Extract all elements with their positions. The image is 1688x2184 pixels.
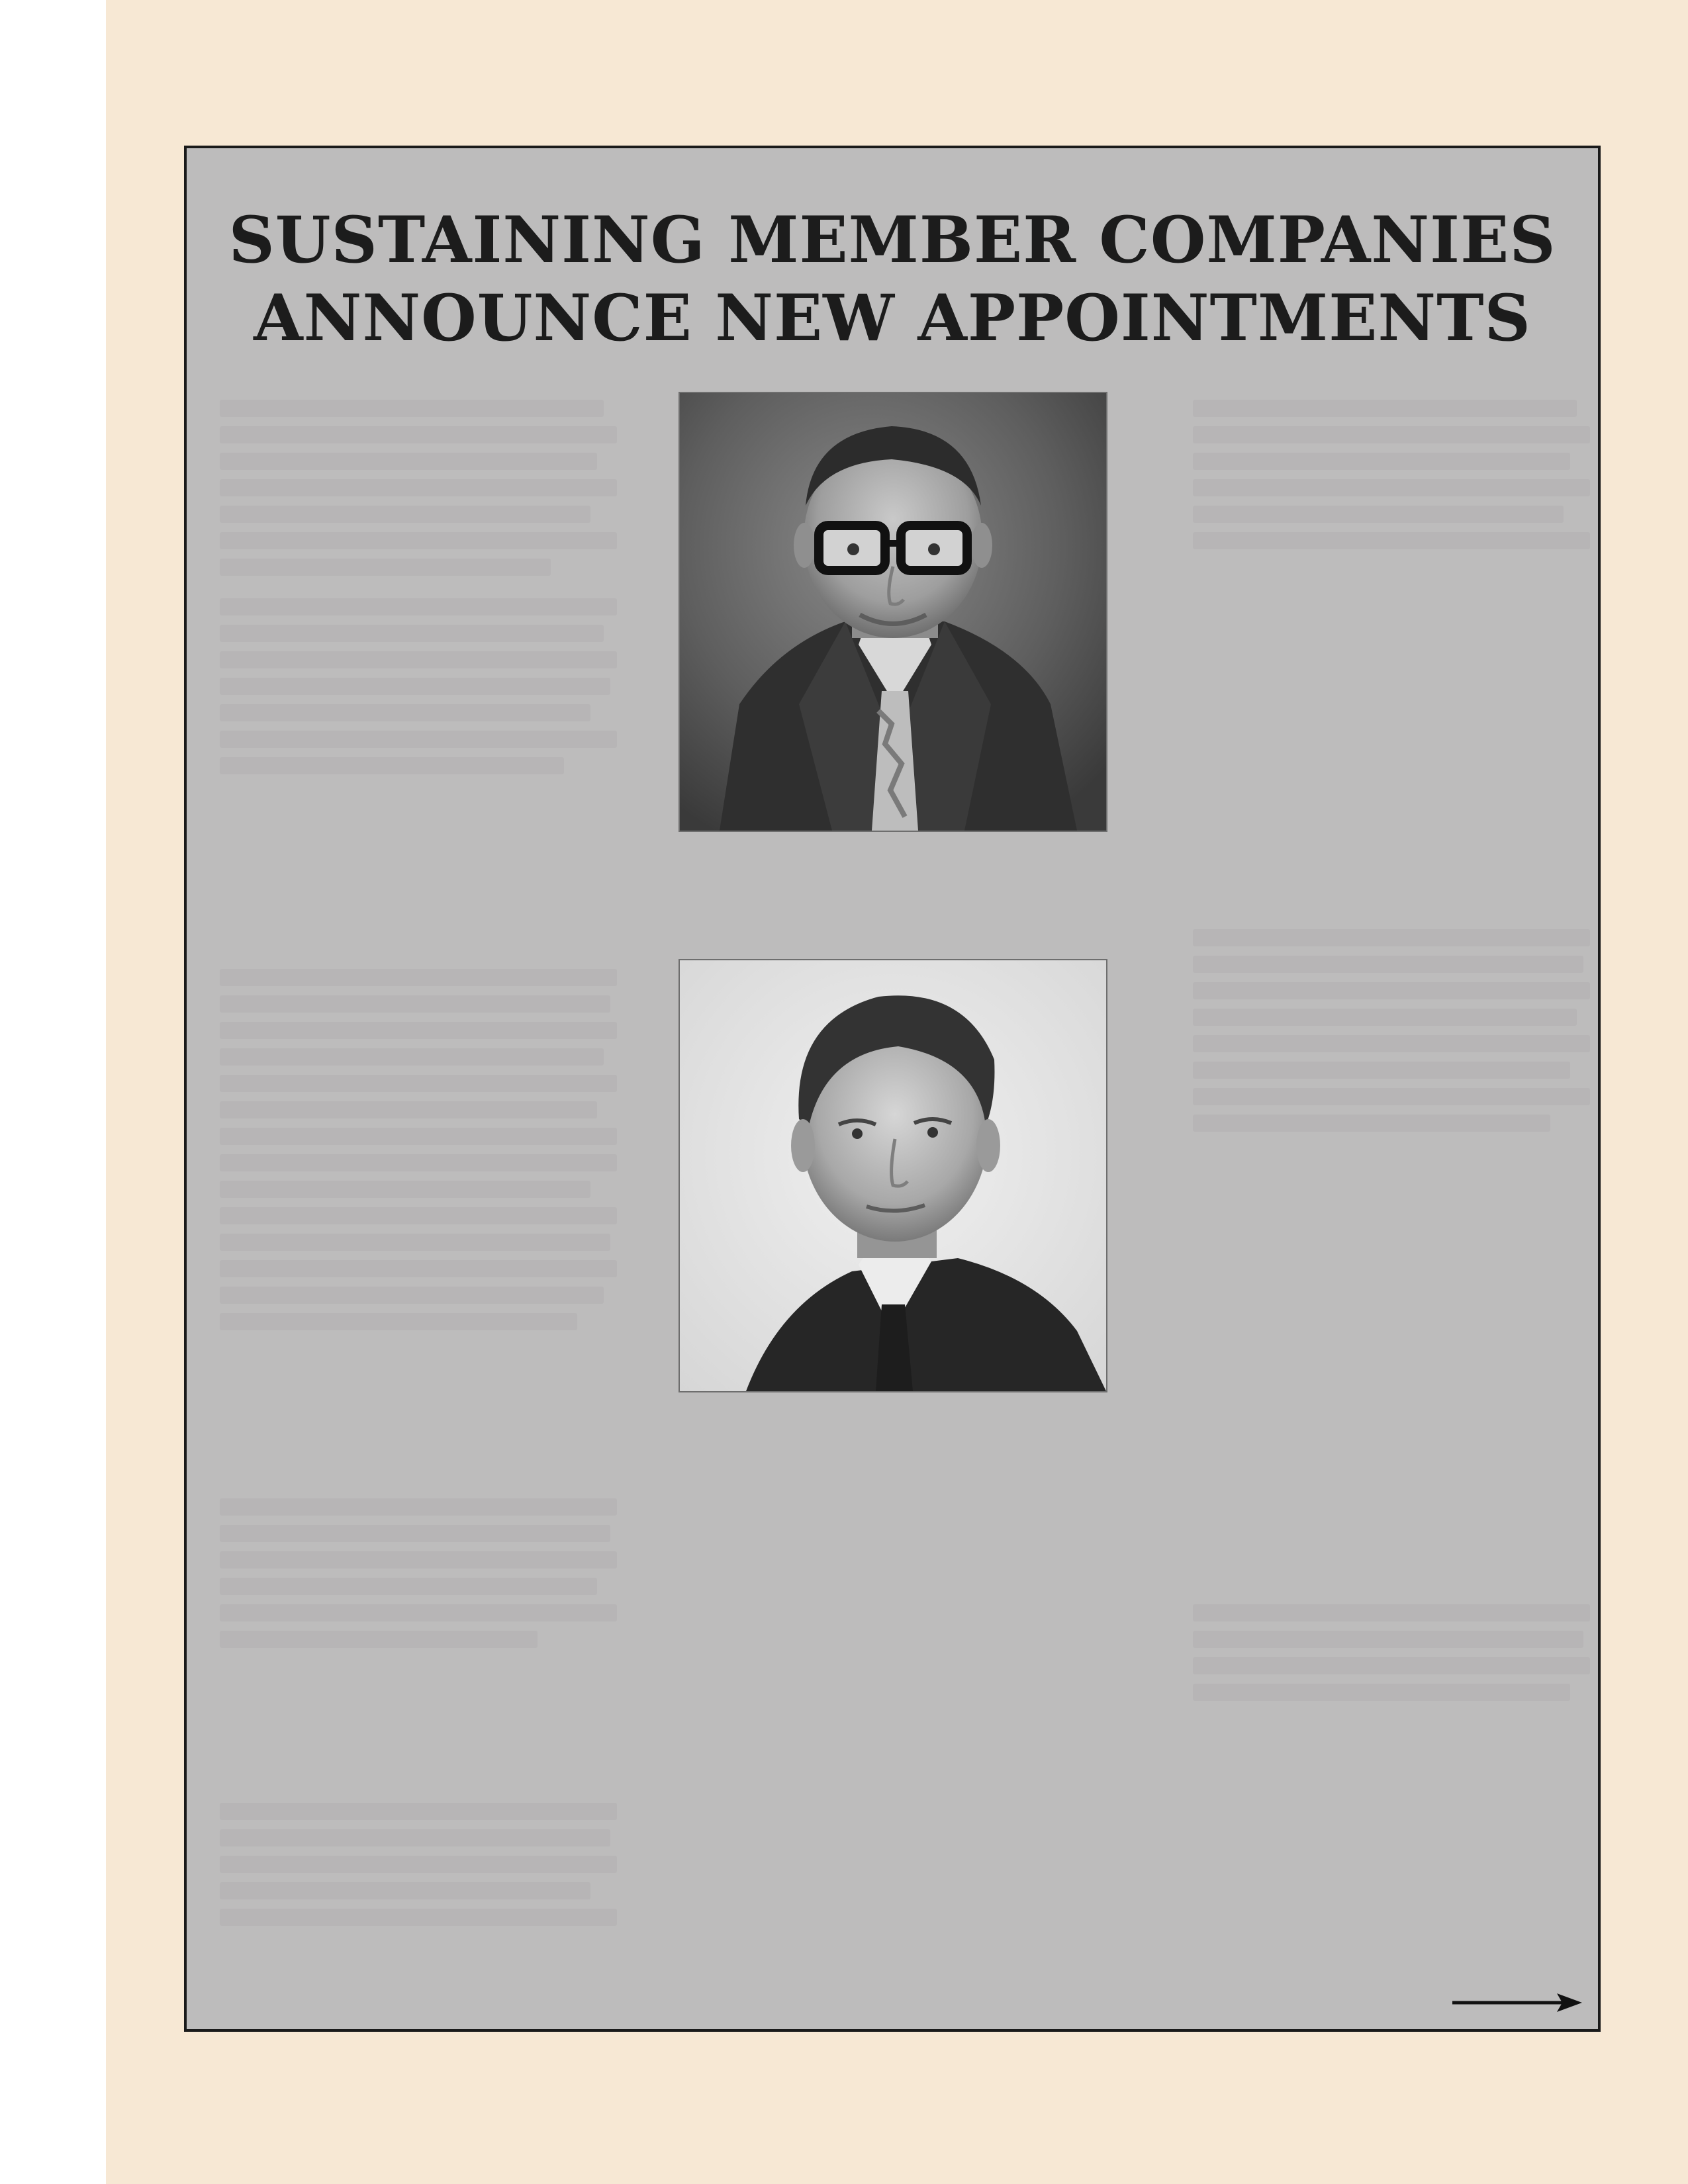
page-title [187, 201, 1598, 357]
title-line-2: ANNOUNCE NEW APPOINTMENTS [254, 281, 1531, 355]
portrait-photo-1 [679, 392, 1107, 832]
right-arrow-icon [1451, 1989, 1583, 2016]
portrait-photo-2 [679, 959, 1107, 1392]
announcement-panel [184, 146, 1601, 2032]
scanner-margin [0, 0, 106, 2184]
title-line-1: SUSTAINING MEMBER COMPANIES [228, 203, 1556, 277]
